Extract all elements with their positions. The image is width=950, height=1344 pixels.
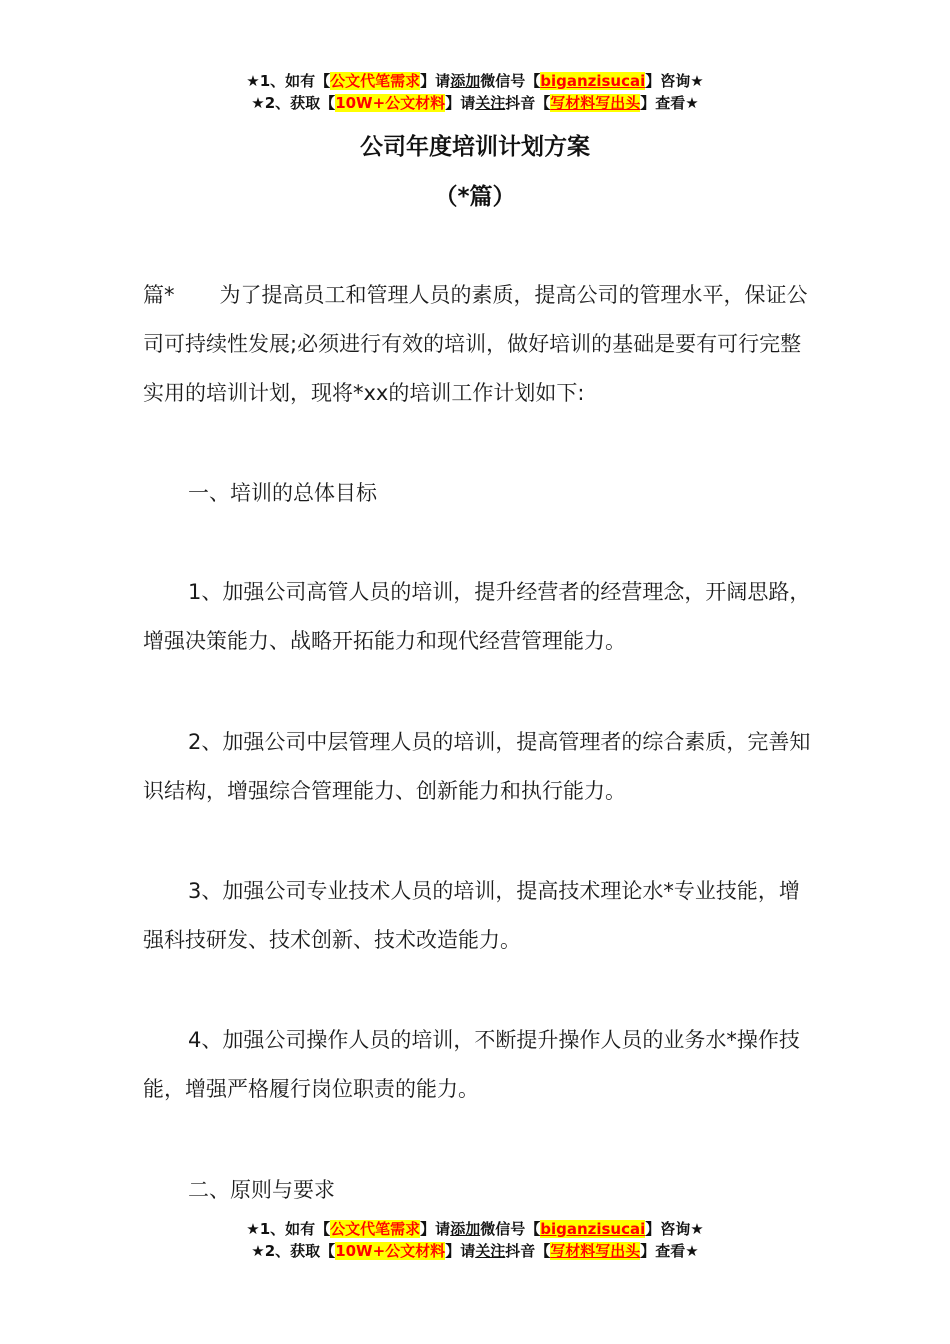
banner-text: 微信号【 [480, 1220, 541, 1238]
section-heading-2: 二、原则与要求 [188, 1178, 335, 1202]
highlight-douyin-account: 写材料写出头 [550, 1242, 641, 1260]
banner-text: 抖音【 [505, 1242, 551, 1260]
banner-text: 】咨询★ [645, 1220, 704, 1238]
banner-text: 】请 [445, 1242, 476, 1260]
banner-text: 抖音【 [505, 94, 551, 112]
page-title: 公司年度培训计划方案 [360, 134, 590, 160]
highlight-service: 公文代笔需求 [330, 1220, 421, 1238]
highlight-wechat-id: biganzisucai [540, 72, 646, 90]
list-item-4: 4、加强公司操作人员的培训，不断提升操作人员的业务水*操作技能，增强严格履行岗位职责的能力。 [143, 1028, 800, 1101]
intro-label: 篇* [143, 283, 175, 307]
banner-text: 微信号【 [480, 72, 541, 90]
banner-underlined-text: 添加 [450, 1220, 481, 1238]
banner-line-1 [0, 70, 950, 92]
banner-text: ★2、获取【 [251, 1242, 336, 1260]
banner-text: 】查看★ [640, 94, 699, 112]
banner-text: 】查看★ [640, 1242, 699, 1260]
page-subtitle: （*篇） [434, 184, 516, 210]
banner-line-2 [0, 92, 950, 114]
list-item-3: 3、加强公司专业技术人员的培训，提高技术理论水*专业技能，增强科技研发、技术创新、技术改造能力。 [143, 879, 800, 952]
list-item-1: 1、加强公司高管人员的培训，提升经营者的经营理念，开阔思路，增强决策能力、战略开拓能力和现代经营管理能力。 [143, 580, 811, 653]
banner-text: ★1、如有【 [246, 72, 331, 90]
banner-text: 】咨询★ [645, 72, 704, 90]
highlight-douyin-account: 写材料写出头 [550, 94, 641, 112]
banner-underlined-text: 关注 [475, 1242, 506, 1260]
intro-paragraph [143, 271, 813, 418]
banner-text: 】请 [420, 72, 451, 90]
banner-underlined-text: 添加 [450, 72, 481, 90]
top-banner [0, 70, 950, 114]
banner-text: ★1、如有【 [246, 1220, 331, 1238]
bottom-banner [0, 1218, 950, 1262]
banner-line-2 [0, 1240, 950, 1262]
banner-text: 】请 [445, 94, 476, 112]
banner-text: ★2、获取【 [251, 94, 336, 112]
highlight-materials: 10W+公文材料 [335, 1242, 446, 1260]
banner-line-1 [0, 1218, 950, 1240]
banner-underlined-text: 关注 [475, 94, 506, 112]
section-heading-1: 一、培训的总体目标 [188, 481, 377, 505]
list-item-2: 2、加强公司中层管理人员的培训，提高管理者的综合素质，完善知识结构，增强综合管理能力、创新能力和执行能力。 [143, 730, 811, 803]
highlight-wechat-id: biganzisucai [540, 1220, 646, 1238]
highlight-service: 公文代笔需求 [330, 72, 421, 90]
highlight-materials: 10W+公文材料 [335, 94, 446, 112]
intro-text: 为了提高员工和管理人员的素质，提高公司的管理水平，保证公司可持续性发展;必须进行有效的培训，做好培训的基础是要有可行完整实用的培训计划，现将*xx的培训工作计划如下: [143, 283, 808, 405]
banner-text: 】请 [420, 1220, 451, 1238]
